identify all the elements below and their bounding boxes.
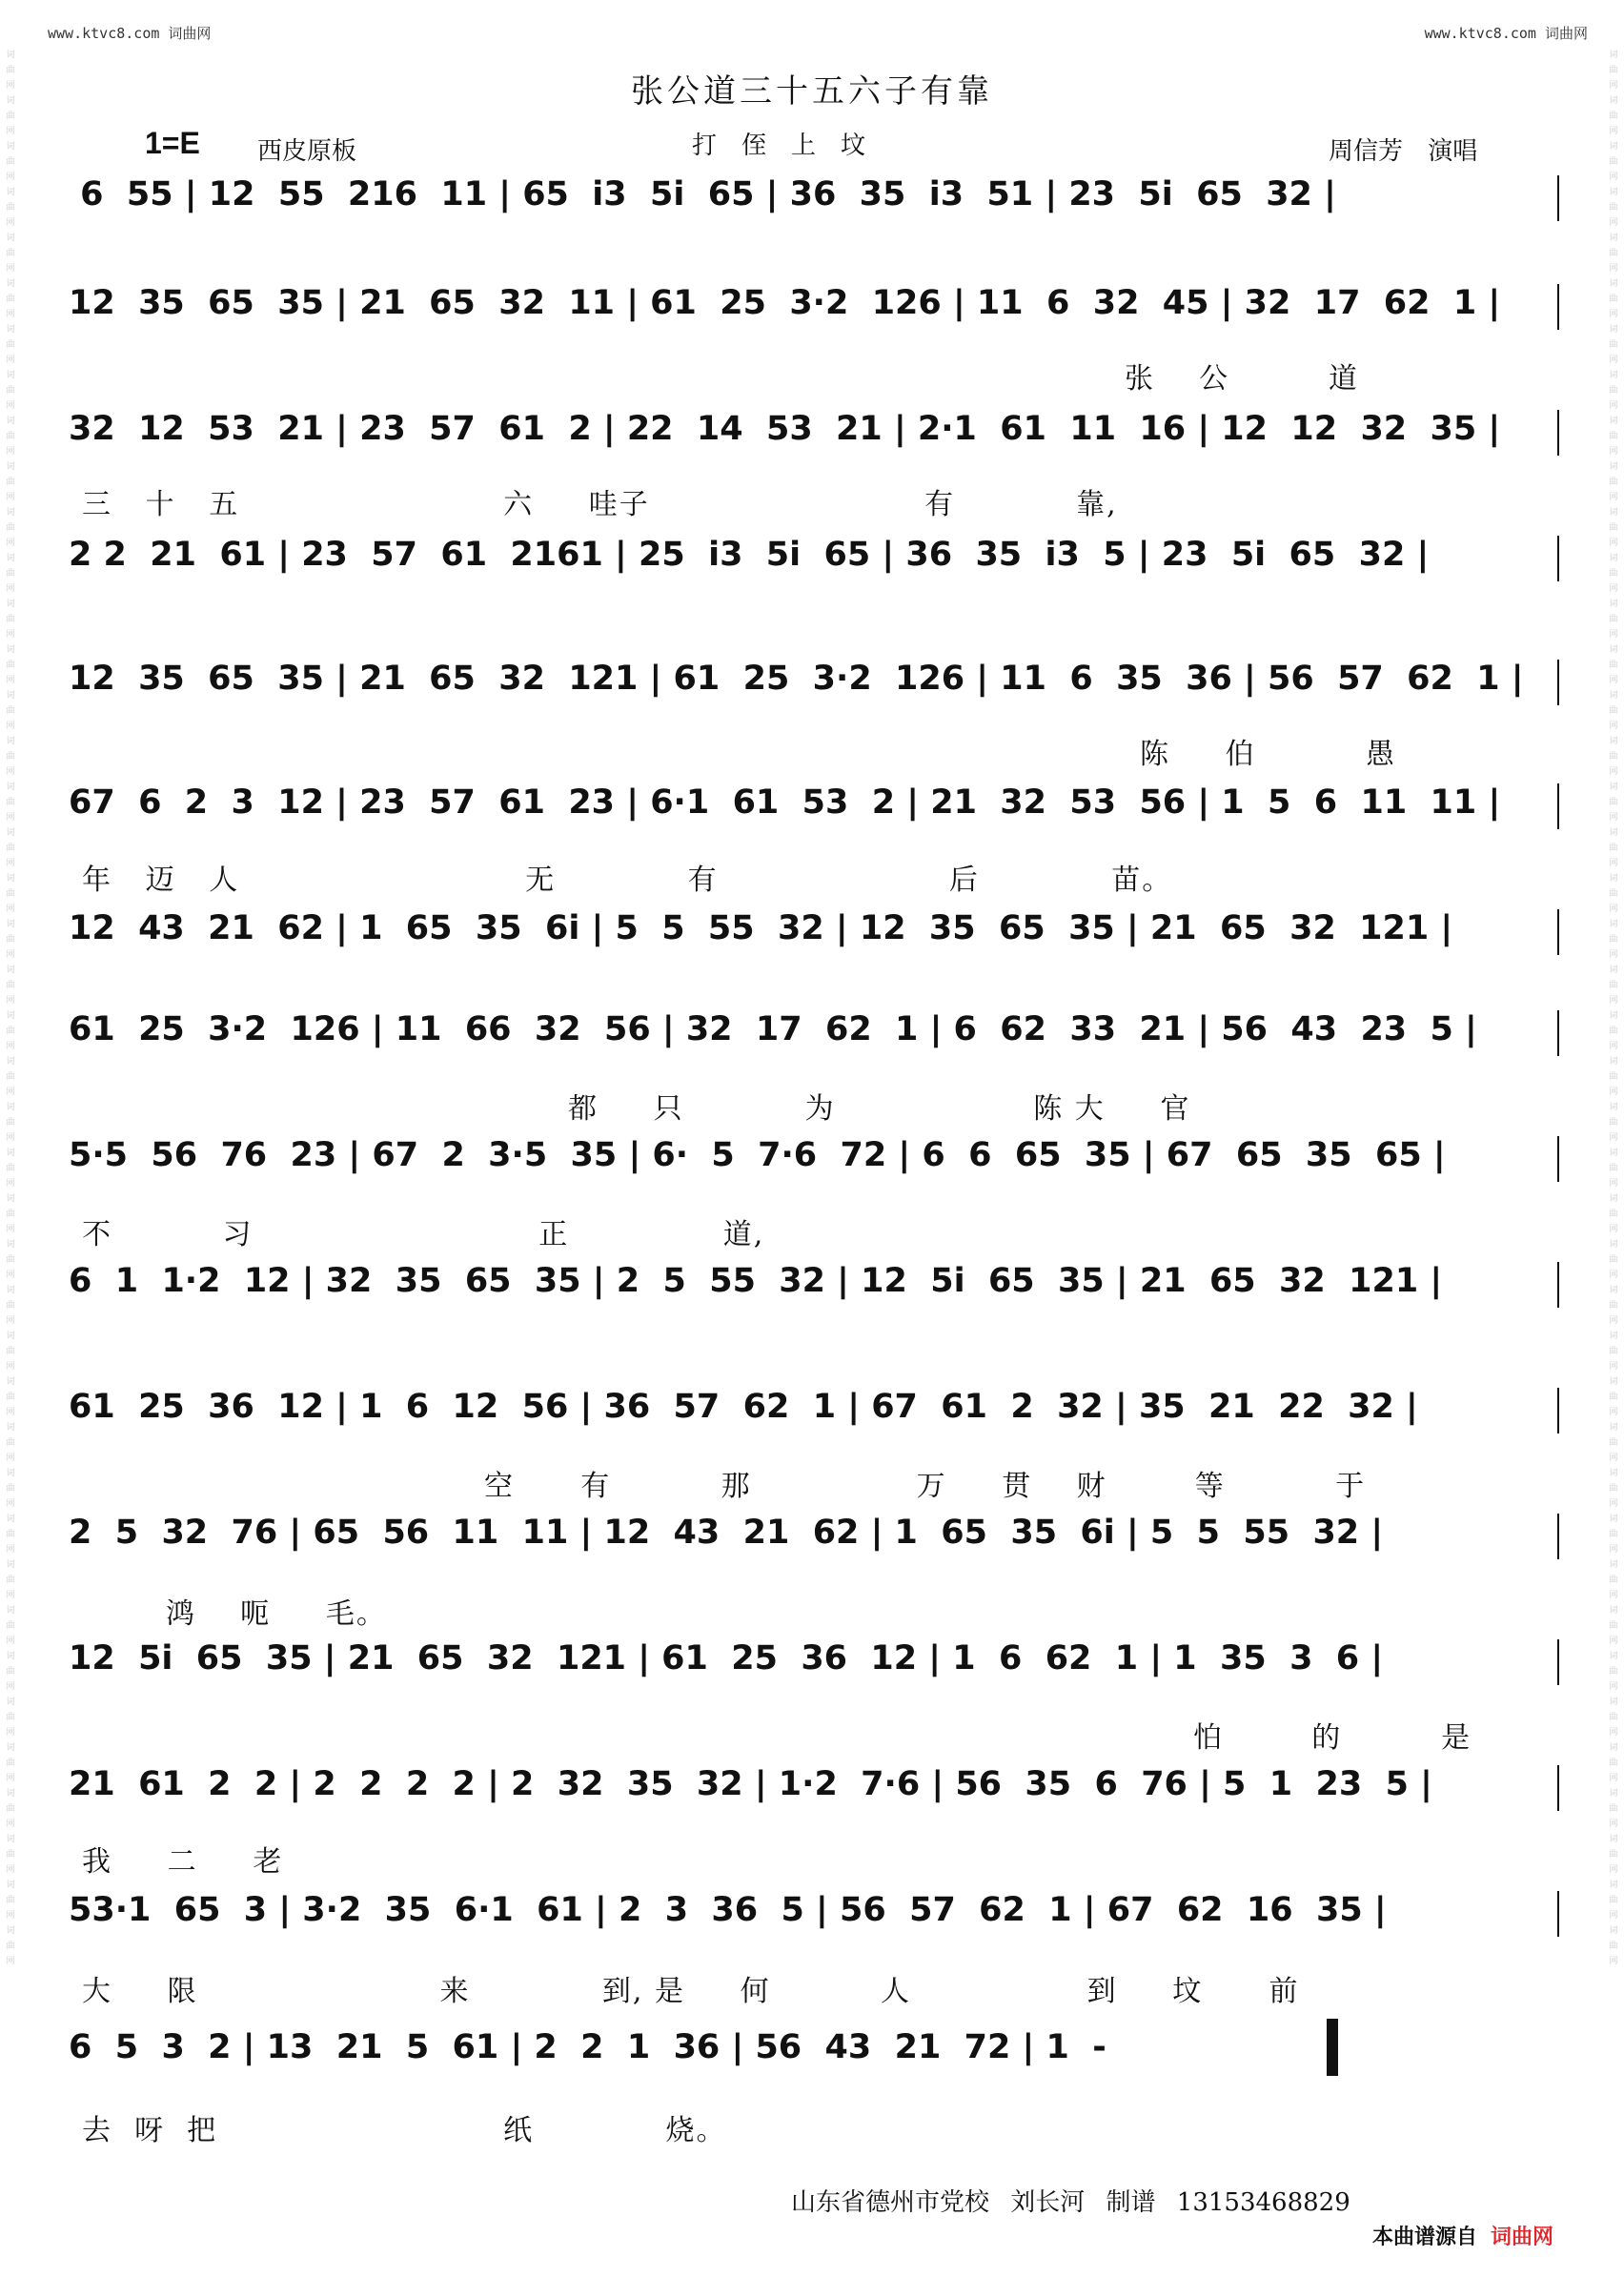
staff-row <box>69 909 1559 955</box>
staff-notes: 53·1 65 3 | 3·2 35 6·1 61 | 2 3 36 5 | 56 57 62 1 | 67 62 16 35 | <box>69 1891 1387 1929</box>
staff-notes: 12 35 65 35 | 21 65 32 121 | 61 25 3·2 126 | 11 6 35 36 | 56 57 62 1 | <box>69 660 1524 698</box>
barline <box>1557 1639 1559 1685</box>
staff-row <box>69 410 1559 456</box>
side-watermark-left: 词曲网词曲网词曲网词曲网词曲网词曲网词曲网词曲网词曲网词曲网词曲网词曲网词曲网词曲网词曲网词曲网词曲网词曲网词曲网词曲网词曲网词曲网词曲网词曲网词曲网词曲网词曲网词曲网词曲网词曲网词曲网词曲网词曲网词曲网词曲网词曲网词曲网词曲网词曲网词曲网词曲网词曲网 <box>6 51 15 1966</box>
barline <box>1557 536 1559 581</box>
staff-row <box>69 1891 1559 1937</box>
staff-row <box>69 536 1559 581</box>
barline <box>1557 1388 1559 1433</box>
lyric-line: 三 十 五 六 哇子 有 靠, <box>82 488 1118 521</box>
barline <box>1557 410 1559 456</box>
staff-notes: 6 55 | 12 55 216 11 | 65 i3 5i 65 | 36 35 i3 51 | 23 5i 65 32 | <box>69 175 1336 213</box>
barline <box>1557 1891 1559 1937</box>
barline <box>1557 1010 1559 1056</box>
staff-notes: 2 2 21 61 | 23 57 61 2161 | 25 i3 5i 65 | 36 35 i3 5 | 23 5i 65 32 | <box>69 536 1430 574</box>
staff-row <box>69 1388 1559 1433</box>
lyric-line: 不 习 正 道, <box>82 1218 765 1251</box>
staff-row <box>69 1136 1559 1182</box>
lyric-line: 鸿 呃 毛。 <box>166 1597 387 1631</box>
staff-notes: 6 1 1·2 12 | 32 35 65 35 | 2 5 55 32 | 12 5i 65 35 | 21 65 32 121 | <box>69 1262 1443 1300</box>
barline <box>1557 175 1559 221</box>
lyric-line: 陈 伯 愚 <box>1140 738 1397 771</box>
staff-row <box>69 175 1559 221</box>
staff-notes: 21 61 2 2 | 2 2 2 2 | 2 32 35 32 | 1·2 7·6 | 56 35 6 76 | 5 1 23 5 | <box>69 1765 1432 1803</box>
source-brand-link[interactable]: 词曲网 <box>1491 2226 1554 2249</box>
staff-notes: 12 43 21 62 | 1 65 35 6i | 5 5 55 32 | 12 35 65 35 | 21 65 32 121 | <box>69 909 1453 947</box>
staff-row <box>69 1262 1559 1308</box>
final-barline <box>1327 2019 1338 2076</box>
tempo-marking: 西皮原板 <box>257 137 357 166</box>
staff-row <box>69 1514 1559 1559</box>
side-watermark-right: 词曲网词曲网词曲网词曲网词曲网词曲网词曲网词曲网词曲网词曲网词曲网词曲网词曲网词曲网词曲网词曲网词曲网词曲网词曲网词曲网词曲网词曲网词曲网词曲网词曲网词曲网词曲网词曲网词曲网词曲网词曲网词曲网词曲网词曲网词曲网词曲网词曲网词曲网词曲网词曲网词曲网词曲网 <box>1609 51 1618 1966</box>
barline <box>1557 909 1559 955</box>
barline <box>1557 1262 1559 1308</box>
barline <box>1557 284 1559 330</box>
arranger-credit: 山东省德州市党校 刘长河 制谱 13153468829 <box>791 2188 1350 2217</box>
staff-row <box>69 1765 1559 1811</box>
staff-notes: 61 25 3·2 126 | 11 66 32 56 | 32 17 62 1 | 6 62 33 21 | 56 43 23 5 | <box>69 1010 1477 1048</box>
song-subtitle: 打侄上坟 <box>692 132 891 160</box>
barline <box>1557 1136 1559 1182</box>
lyric-line: 空 有 那 万 贯 财 等 于 <box>484 1470 1367 1503</box>
site-url-right: www.ktvc8.com 词曲网 <box>1424 25 1588 42</box>
lyric-line: 年 迈 人 无 有 后 苗。 <box>82 864 1173 897</box>
staff-notes: 6 5 3 2 | 13 21 5 61 | 2 2 1 36 | 56 43 21 72 | 1 - <box>69 2028 1106 2066</box>
lyric-line: 去 呀 把 纸 烧。 <box>82 2114 727 2147</box>
key-signature: 1=E <box>145 126 200 160</box>
barline <box>1557 1514 1559 1559</box>
staff-row <box>69 284 1559 330</box>
singer-credit: 周信芳 演唱 <box>1329 137 1478 166</box>
barline <box>1557 783 1559 829</box>
staff-notes: 2 5 32 76 | 65 56 11 11 | 12 43 21 62 | 1 65 35 6i | 5 5 55 32 | <box>69 1514 1384 1552</box>
staff-notes: 12 35 65 35 | 21 65 32 11 | 61 25 3·2 126 | 11 6 32 45 | 32 17 62 1 | <box>69 284 1501 322</box>
source-label: 本曲谱源自 <box>1372 2226 1478 2249</box>
staff-notes: 32 12 53 21 | 23 57 61 2 | 22 14 53 21 | 2·1 61 11 16 | 12 12 32 35 | <box>69 410 1501 448</box>
barline <box>1557 1765 1559 1811</box>
lyric-line: 张 公 道 <box>1125 362 1359 396</box>
lyric-line: 大 限 来 到, 是 何 人 到 坟 前 <box>82 1975 1300 2008</box>
staff-row <box>69 783 1559 829</box>
staff-row <box>69 1010 1559 1056</box>
lyric-line: 都 只 为 陈 大 官 <box>568 1092 1191 1126</box>
song-title: 张公道三十五六子有靠 <box>631 72 993 111</box>
staff-row <box>69 1639 1559 1685</box>
source-attribution <box>1372 2221 1553 2250</box>
barline <box>1557 660 1559 705</box>
lyric-line: 我 二 老 <box>82 1845 284 1879</box>
staff-row <box>69 660 1559 705</box>
staff-notes: 67 6 2 3 12 | 23 57 61 23 | 6·1 61 53 2 | 21 32 53 56 | 1 5 6 11 11 | <box>69 783 1501 822</box>
staff-notes: 5·5 56 76 23 | 67 2 3·5 35 | 6· 5 7·6 72 | 6 6 65 35 | 67 65 35 65 | <box>69 1136 1446 1174</box>
site-url-left: www.ktvc8.com 词曲网 <box>48 25 212 42</box>
lyric-line: 怕 的 是 <box>1193 1721 1472 1755</box>
staff-notes: 12 5i 65 35 | 21 65 32 121 | 61 25 36 12 | 1 6 62 1 | 1 35 3 6 | <box>69 1639 1384 1677</box>
staff-notes: 61 25 36 12 | 1 6 12 56 | 36 57 62 1 | 67 61 2 32 | 35 21 22 32 | <box>69 1388 1418 1426</box>
